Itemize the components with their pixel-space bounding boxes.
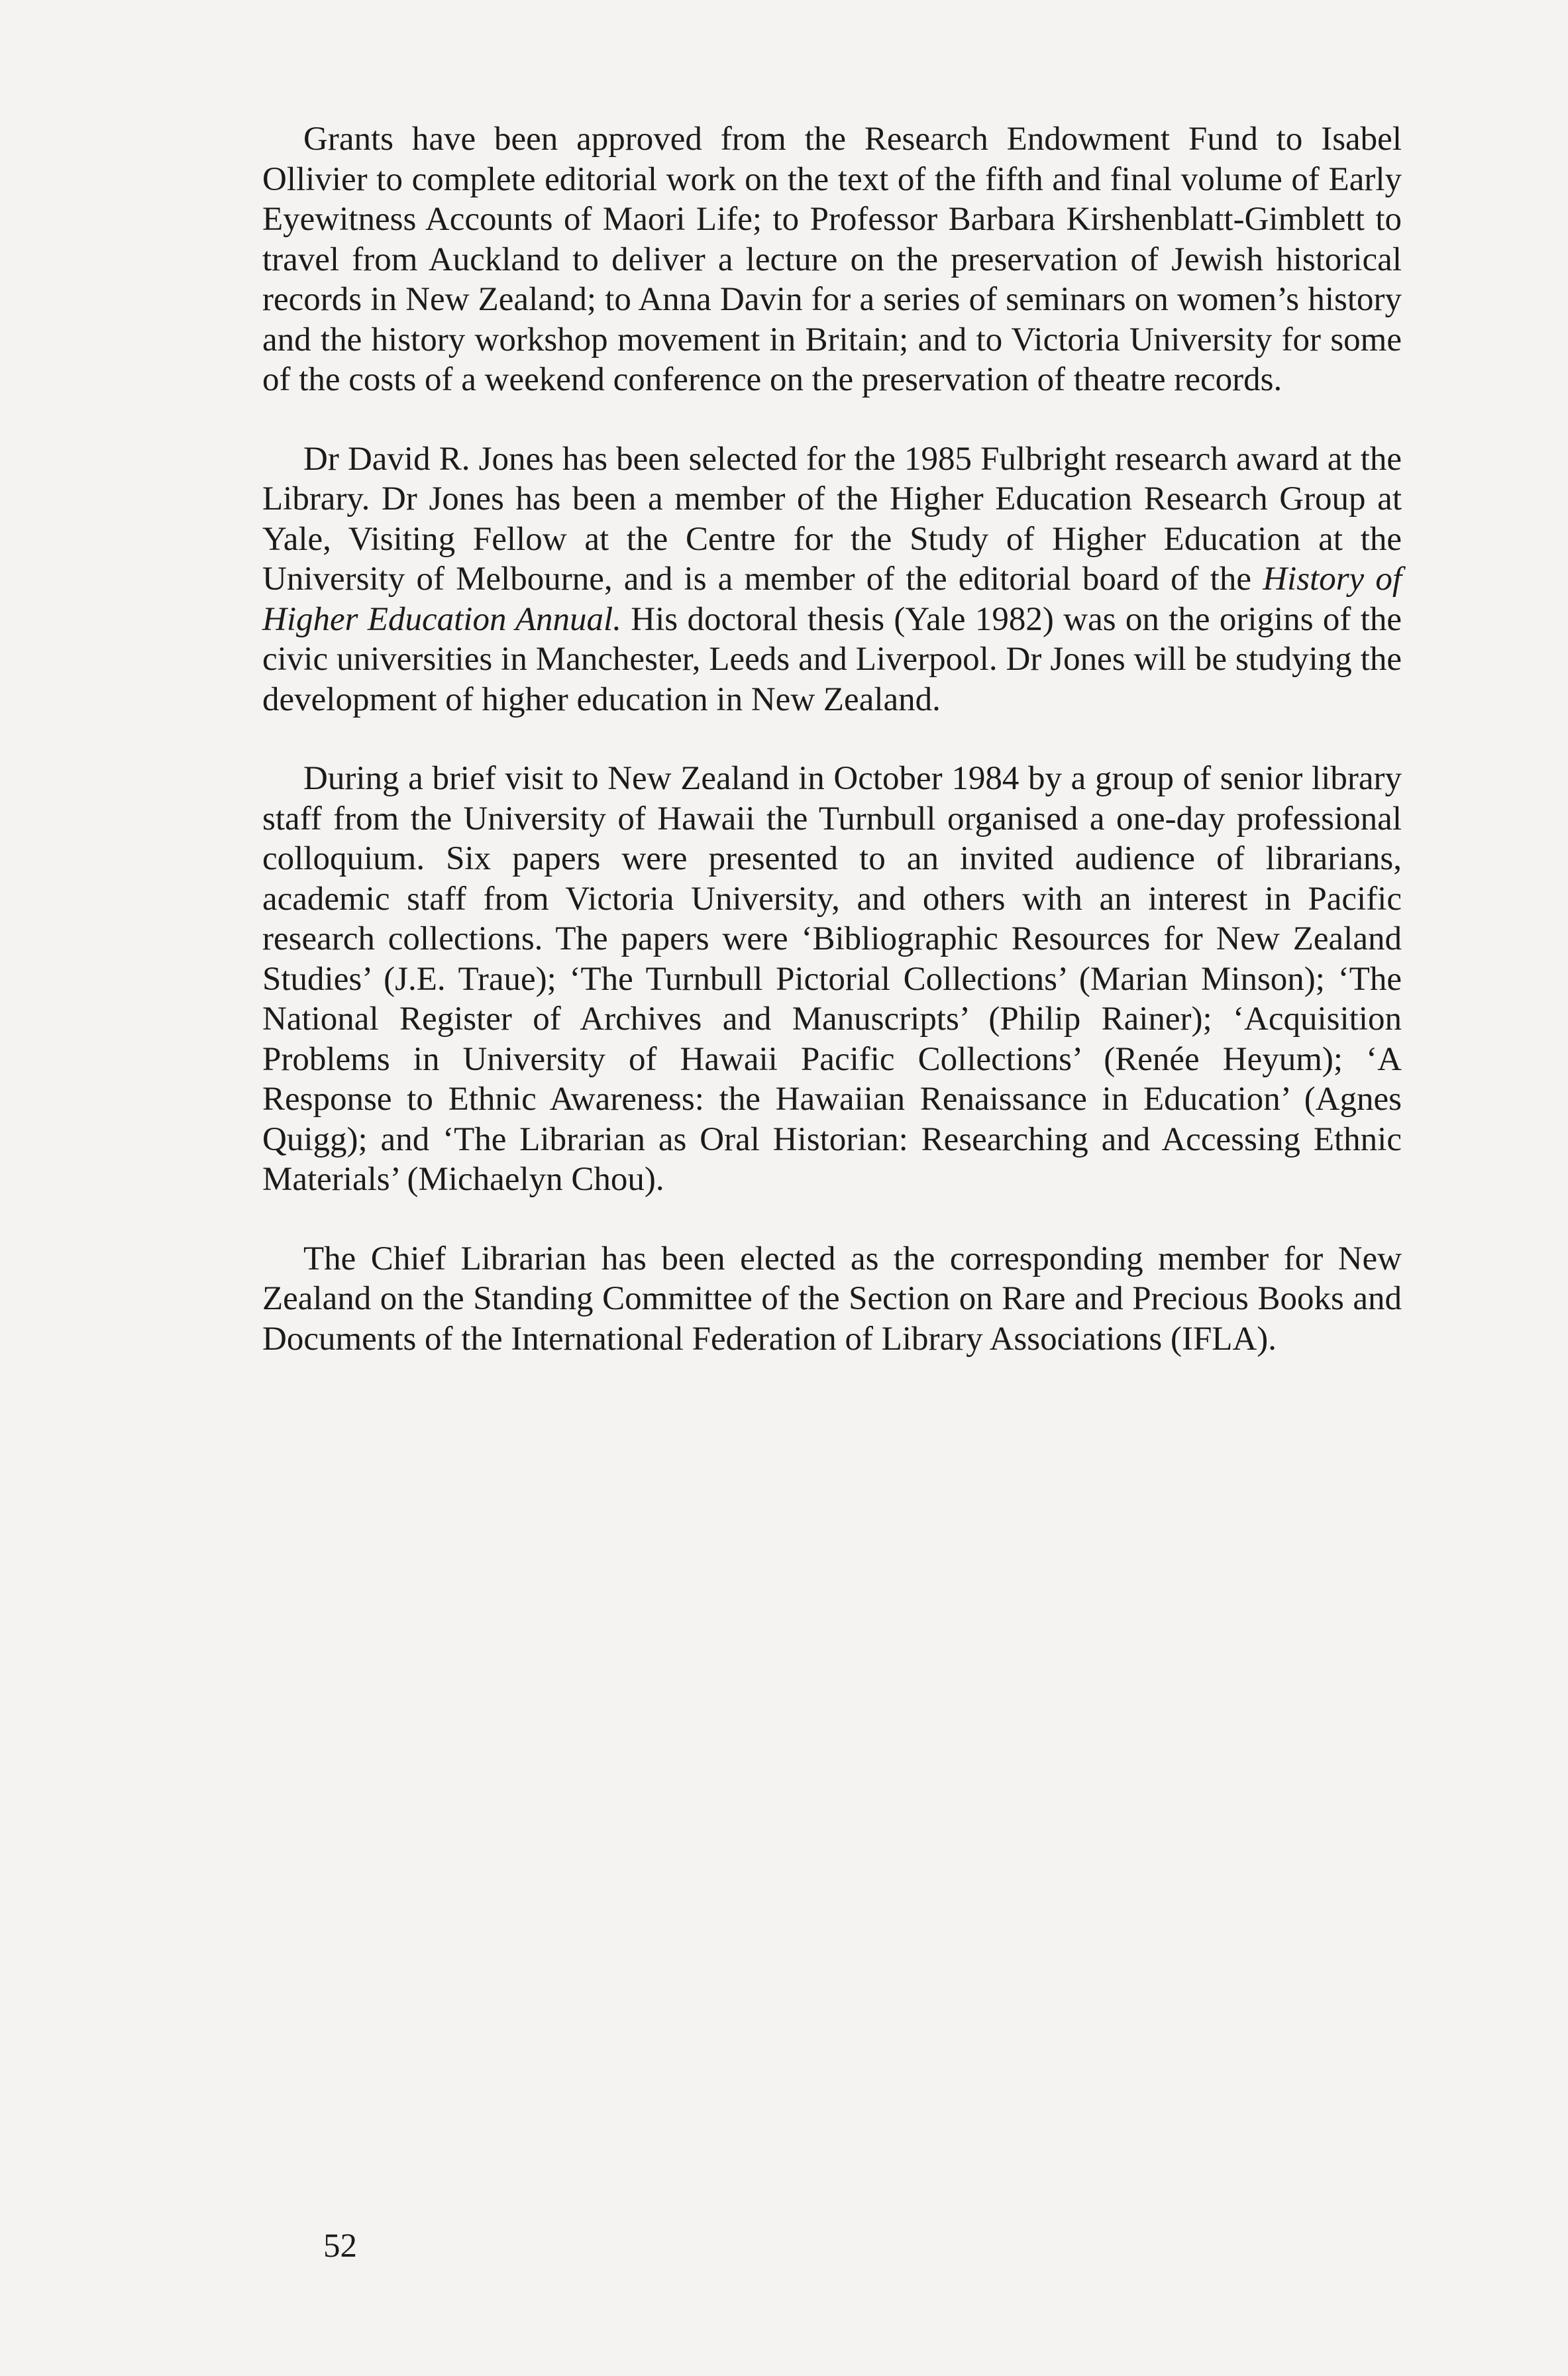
- paragraph-ifla-membership: The Chief Librarian has been elected as the corresponding member for New Zealand on the Standing Committee of the Section on Rare and Precious Books and Documents of the International Federation of Library Associations (IFLA).: [262, 1240, 1402, 1358]
- journal-title: History of Higher Education Annual.: [262, 561, 1402, 638]
- paragraph-hawaii-colloquium: During a brief visit to New Zealand in October 1984 by a group of senior library staff from the University of Hawaii the Turnbull organised a one-day professional colloquium. Six papers were presented to an invited audience of librarians, academic staff from Victoria University, and others with an interest in Pacific research collections. The papers were ‘Bibliographic Resources for New Zealand Studies’ (J.E. Traue); ‘The Turnbull Pictorial Collections’ (Marian Minson); ‘The National Register of Archives and Manuscripts’ (Philip Rainer); ‘Acquisition Problems in University of Hawaii Pacific Collections’ (Renée Heyum); ‘A Response to Ethnic Awareness: the Hawaiian Renaissance in Education’ (Agnes Quigg); and ‘The Librarian as Oral Historian: Researching and Accessing Ethnic Materials’ (Michaelyn Chou).: [262, 760, 1402, 1198]
- fulbright-text-end: His doctoral thesis (Yale 1982) was on the origins of the civic universities in Manchester, Leeds and Liverpool. Dr Jones will be studying the development of higher education in New Zealand.: [262, 600, 1402, 718]
- page-body: [262, 119, 1402, 1359]
- paragraph-fulbright-award: [262, 439, 1402, 720]
- paragraph-research-grants: Grants have been approved from the Research Endowment Fund to Isabel Ollivier to complete editorial work on the text of the fifth and final volume of Early Eyewitness Accounts of Maori Life; to Professor Barbara Kirshenblatt-Gimblett to travel from Auckland to deliver a lecture on the preservation of Jewish historical records in New Zealand; to Anna Davin for a series of seminars on women’s history and the history workshop movement in Britain; and to Victoria University for some of the costs of a weekend conference on the preservation of theatre records.: [262, 121, 1402, 398]
- fulbright-text-start: Dr David R. Jones has been selected for the 1985 Fulbright research award at the Library. Dr Jones has been a member of the Higher Education Research Group at Yale, Visiting Fellow at the Centre for the Study of Higher Education at the University of Melbourne, and is a member of the editorial board of the: [262, 440, 1402, 598]
- page-number: 52: [323, 2228, 357, 2265]
